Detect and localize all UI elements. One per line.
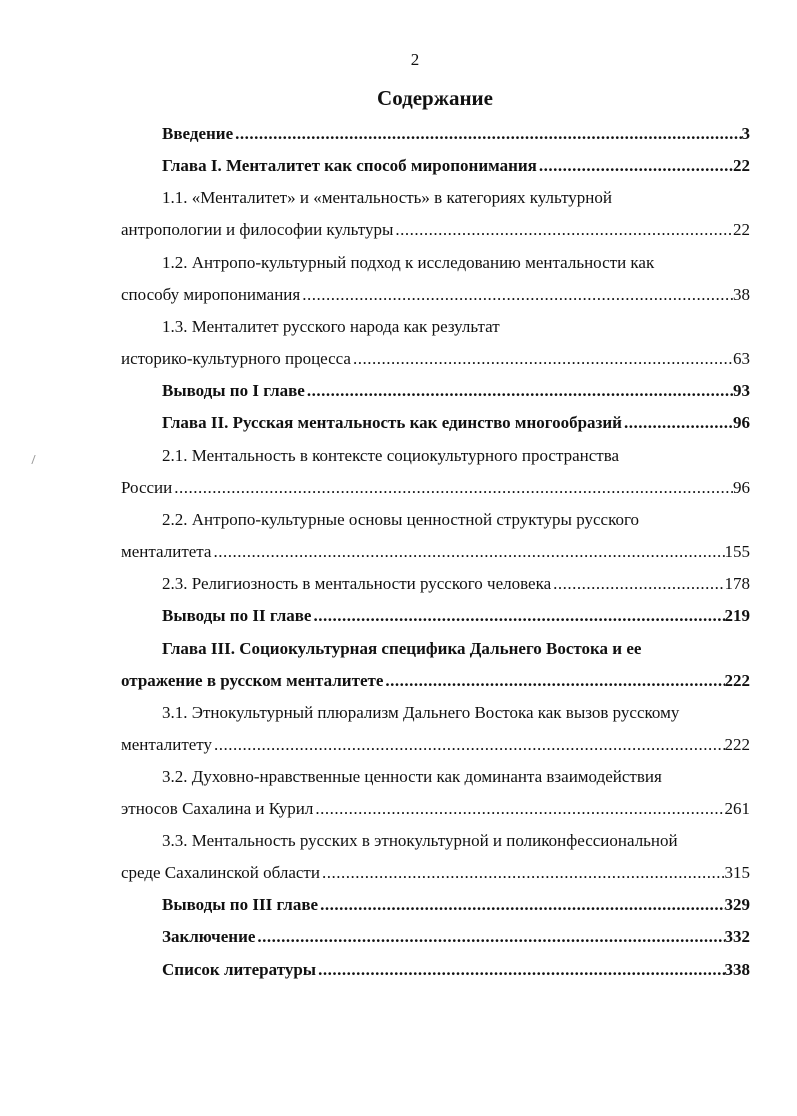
dot-leader: [307, 379, 733, 403]
toc-entry-label: историко-культурного процесса: [121, 349, 351, 368]
dot-leader: [320, 893, 724, 917]
dot-leader: [395, 218, 733, 242]
toc-entry-section-3-3-line1[interactable]: 3.3. Ментальность русских в этнокультурной и поликонфессиональной: [162, 831, 678, 850]
toc-entry-section-2-3[interactable]: [162, 572, 750, 596]
dot-leader: [322, 861, 725, 885]
toc-page-number: 93: [733, 381, 750, 400]
toc-entry-label: менталитету: [121, 735, 212, 754]
toc-page-number: 22: [733, 156, 750, 175]
dot-leader: [313, 604, 724, 628]
toc-entry-section-3-2[interactable]: [121, 797, 750, 821]
toc-page-number: 38: [733, 285, 750, 304]
toc-entry-section-3-1-line1[interactable]: 3.1. Этнокультурный плюрализм Дальнего Востока как вызов русскому: [162, 703, 680, 722]
toc-entry-section-3-3[interactable]: [121, 861, 750, 885]
dot-leader: [214, 733, 725, 757]
toc-page-number: 338: [724, 960, 750, 979]
toc-entry-section-1-2[interactable]: [121, 283, 750, 307]
toc-entry-introduction[interactable]: [162, 122, 750, 146]
dot-leader: [213, 540, 724, 564]
toc-entry-section-2-2[interactable]: [121, 540, 750, 564]
toc-entry-label: Введение: [162, 124, 234, 143]
dot-leader: [624, 411, 733, 435]
toc-entry-label: антропологии и философии культуры: [121, 220, 394, 239]
toc-page-number: 155: [724, 542, 750, 561]
toc-page-number: 63: [733, 349, 750, 368]
toc-entry-label: Список литературы: [162, 960, 317, 979]
toc-entry-section-2-1-line1[interactable]: 2.1. Ментальность в контексте социокультурного пространства: [162, 446, 620, 465]
toc-entry-section-1-3-line1[interactable]: 1.3. Менталитет русского народа как результат: [162, 317, 500, 336]
toc-entry-label: Выводы по III главе: [162, 895, 319, 914]
toc-page-number: 219: [724, 606, 750, 625]
toc-entry-section-1-3[interactable]: [121, 347, 750, 371]
toc-page-number: 22: [733, 220, 750, 239]
dot-leader: [235, 122, 741, 146]
toc-entry-conclusions-2[interactable]: [162, 604, 750, 628]
toc-entry-label: этносов Сахалина и Курил: [121, 799, 314, 818]
dot-leader: [257, 925, 724, 949]
toc-entry-section-2-2-line1[interactable]: 2.2. Антропо-культурные основы ценностной структуры русского: [162, 510, 640, 529]
toc-entry-references[interactable]: [162, 958, 750, 982]
toc-entry-chapter-2[interactable]: [162, 411, 750, 435]
toc-entry-conclusions-3[interactable]: [162, 893, 750, 917]
toc-page-number: 96: [733, 413, 750, 432]
toc-entry-section-3-1[interactable]: [121, 733, 750, 757]
dot-leader: [174, 476, 733, 500]
toc-page-number: 3: [741, 124, 750, 143]
dot-leader: [302, 283, 733, 307]
toc-entry-section-3-2-line1[interactable]: 3.2. Духовно-нравственные ценности как доминанта взаимодействия: [162, 767, 662, 786]
toc-page-number: 332: [724, 927, 750, 946]
toc-entry-section-1-1-line1[interactable]: 1.1. «Менталитет» и «ментальность» в категориях культурной: [162, 188, 613, 207]
toc-page-number: 96: [733, 478, 750, 497]
toc-entry-label: отражение в русском менталитете: [121, 671, 384, 690]
toc-entry-conclusions-1[interactable]: [162, 379, 750, 403]
toc-page-number: 315: [724, 863, 750, 882]
toc-entry-label: 2.3. Религиозность в ментальности русского человека: [162, 574, 552, 593]
toc-entry-chapter-3-line1[interactable]: Глава III. Социокультурная специфика Дальнего Востока и ее: [162, 639, 642, 658]
toc-entry-label: России: [121, 478, 173, 497]
dot-leader: [385, 669, 724, 693]
dot-leader: [539, 154, 733, 178]
toc-entry-chapter-3[interactable]: [121, 669, 750, 693]
toc-page-number: 329: [724, 895, 750, 914]
stray-mark: [31, 455, 38, 464]
toc-entry-section-1-1[interactable]: [121, 218, 750, 242]
toc-entry-label: Заключение: [162, 927, 256, 946]
toc-entry-label: менталитета: [121, 542, 212, 561]
dot-leader: [553, 572, 724, 596]
dot-leader: [353, 347, 733, 371]
toc-entry-section-1-2-line1[interactable]: 1.2. Антропо-культурный подход к исследованию ментальности как: [162, 253, 655, 272]
dot-leader: [318, 958, 724, 982]
dot-leader: [315, 797, 724, 821]
page-number: 2: [410, 50, 420, 69]
toc-entry-label: Выводы по I главе: [162, 381, 305, 400]
page-title: Содержание: [377, 86, 493, 110]
toc-entry-label: Выводы по II главе: [162, 606, 312, 625]
toc-entry-conclusion[interactable]: [162, 925, 750, 949]
toc-entry-label: Глава II. Русская ментальность как единство многообразий: [162, 413, 622, 432]
toc-page-number: 222: [724, 671, 750, 690]
toc-page-number: 222: [724, 735, 750, 754]
toc-entry-section-2-1[interactable]: [121, 476, 750, 500]
toc-page-number: 261: [724, 799, 750, 818]
toc-entry-chapter-1[interactable]: [162, 154, 750, 178]
toc-entry-label: среде Сахалинской области: [121, 863, 320, 882]
toc-page-number: 178: [724, 574, 750, 593]
toc-entry-label: Глава I. Менталитет как способ миропонимания: [162, 156, 537, 175]
toc-entry-label: способу миропонимания: [121, 285, 301, 304]
